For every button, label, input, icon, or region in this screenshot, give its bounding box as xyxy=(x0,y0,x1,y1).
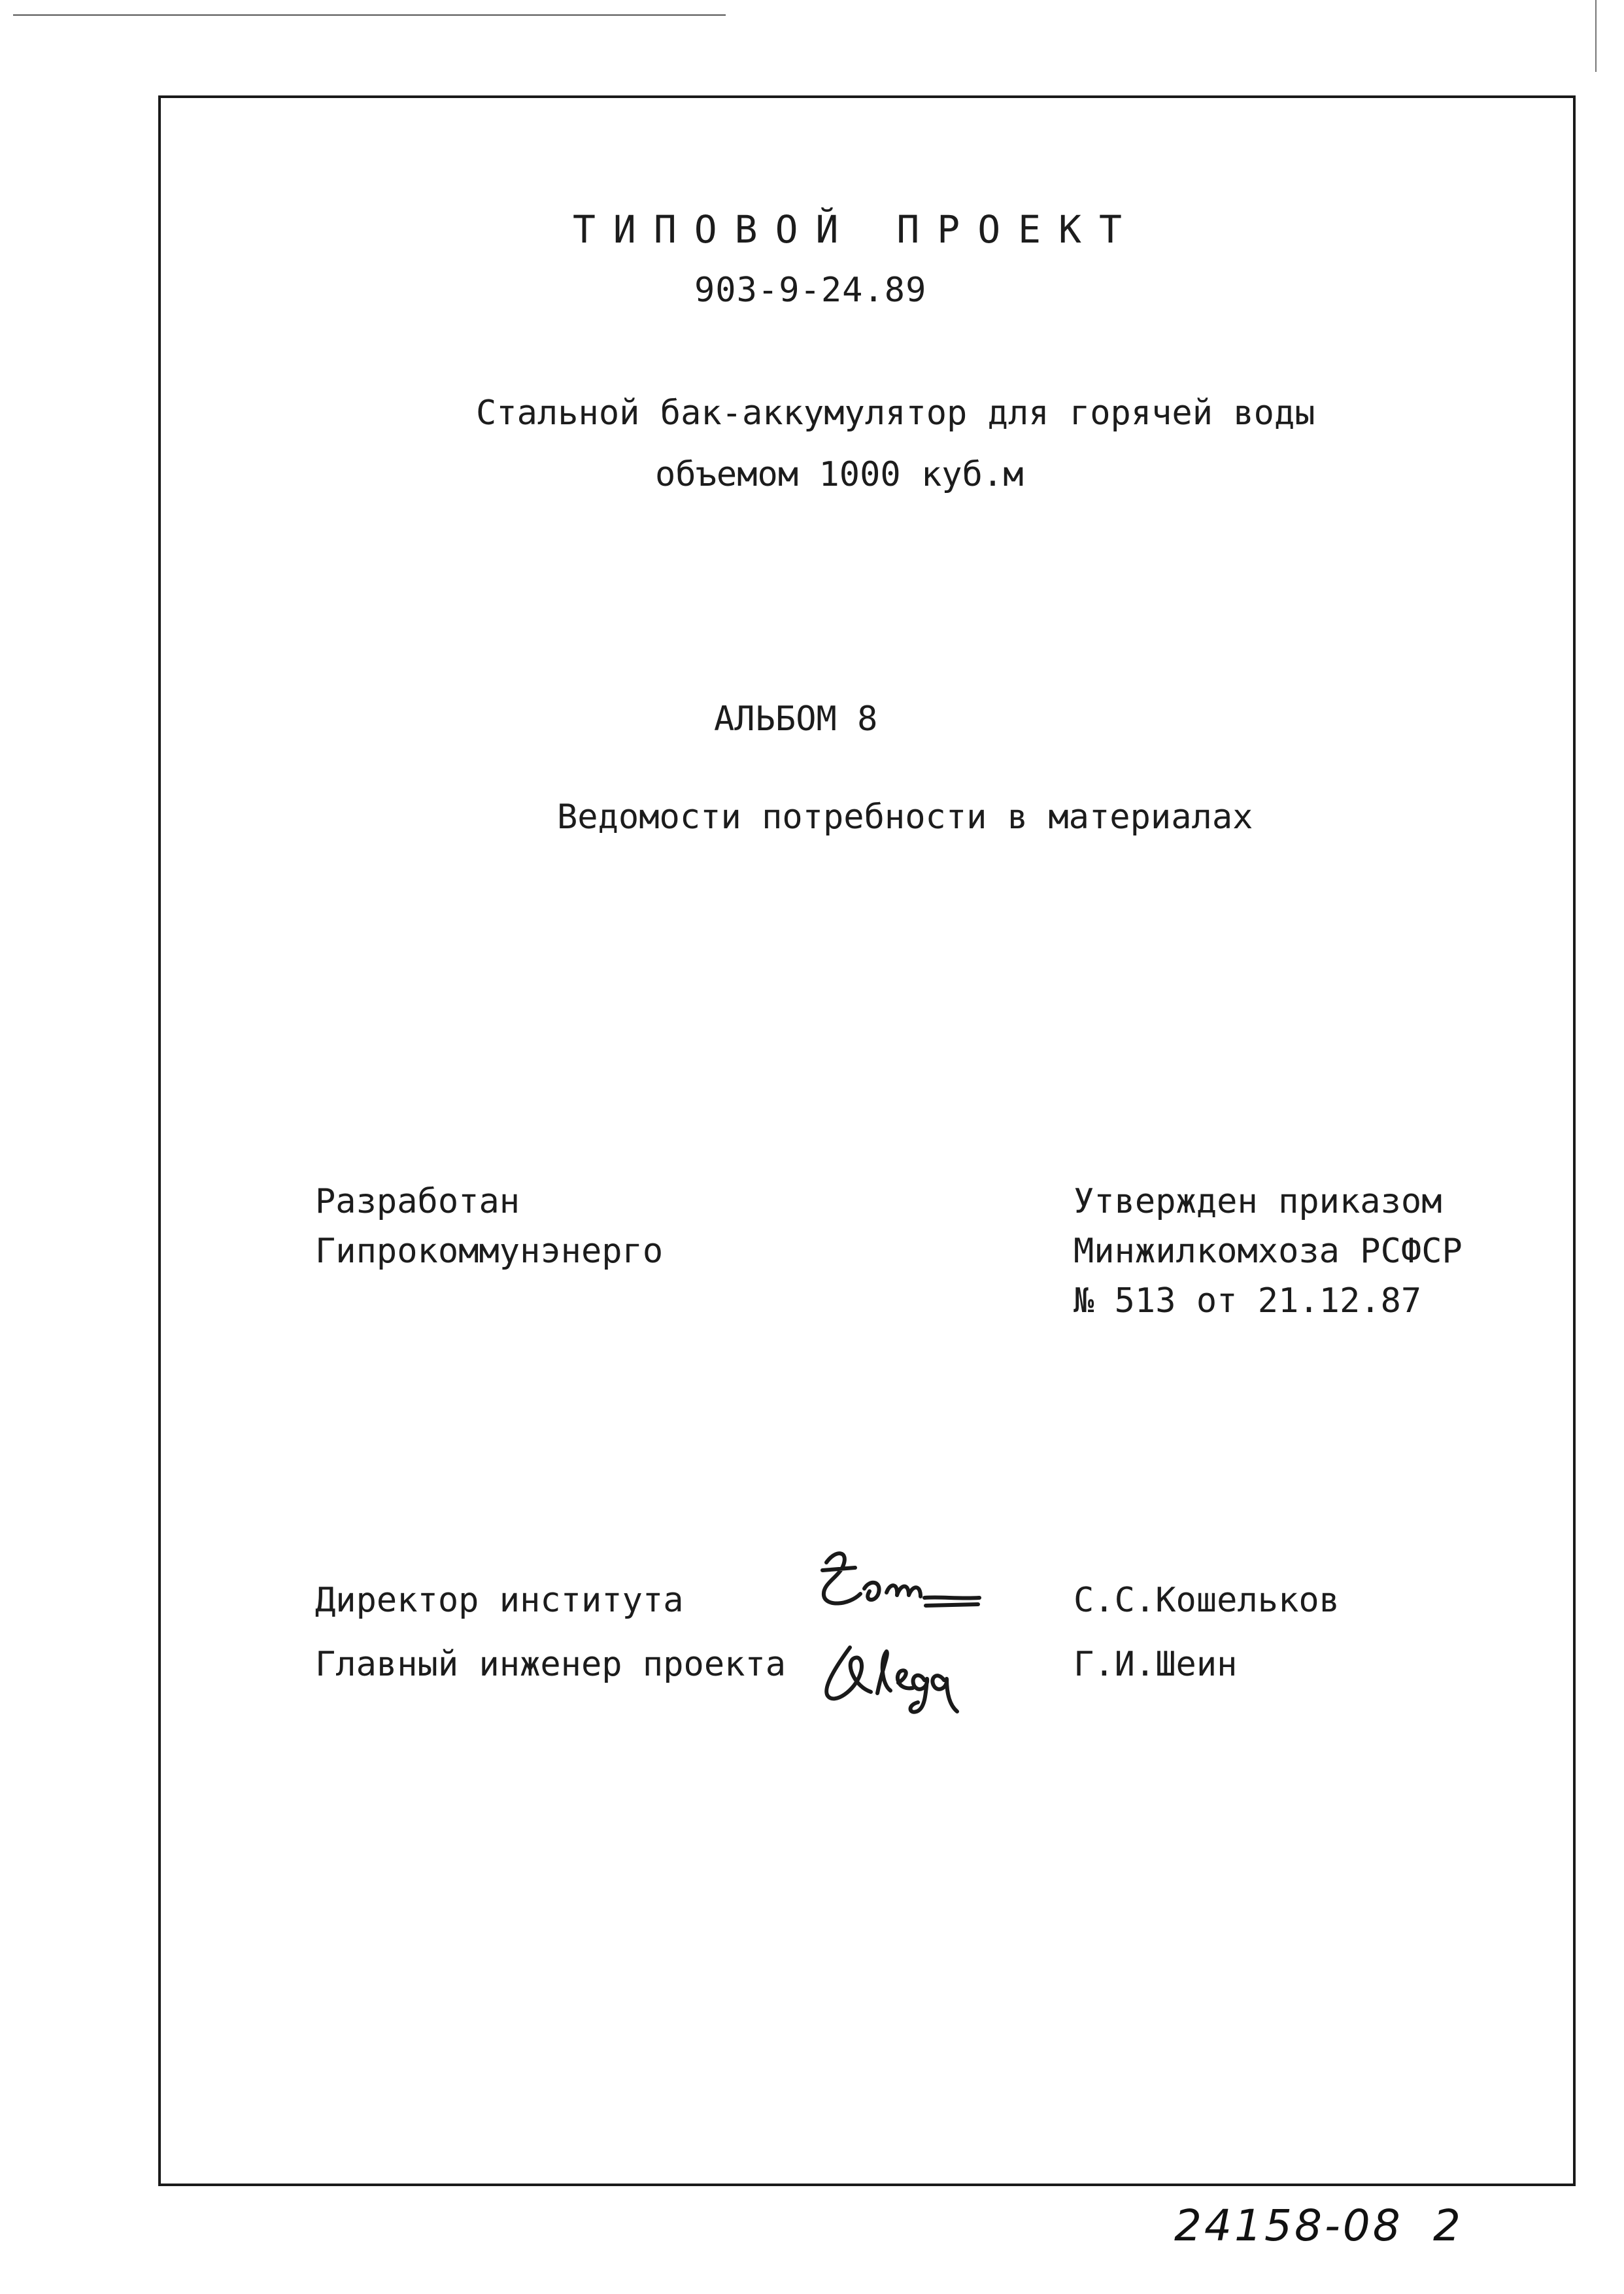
project-code: 903-9-24.89 xyxy=(694,271,927,310)
album-subject: Ведомости потребности в материалах xyxy=(557,798,1253,837)
developer-org: Гипрокоммунэнерго xyxy=(315,1232,664,1271)
approval-line1: Утвержден приказом xyxy=(1074,1182,1442,1221)
album-number: АЛЬБОМ 8 xyxy=(714,700,878,739)
signatory-role: Главный инженер проекта xyxy=(315,1645,787,1684)
inventory-number: 24158-08 xyxy=(1174,2201,1403,2251)
director-signature xyxy=(809,1543,999,1621)
signatory-name: С.С.Кошельков xyxy=(1074,1581,1340,1620)
project-name-line1: Стальной бак-аккумулятор для горячей воды xyxy=(476,394,1315,433)
signatory-name: Г.И.Шеин xyxy=(1074,1645,1238,1684)
scan-edge-line xyxy=(1595,0,1597,72)
approval-line3: № 513 от 21.12.87 xyxy=(1074,1281,1422,1321)
approval-block xyxy=(1074,1177,1463,1326)
document-type-heading: ТИПОВОЙ ПРОЕКТ xyxy=(573,207,1140,252)
sheet-number: 2 xyxy=(1433,2201,1461,2251)
developer-label: Разработан xyxy=(315,1182,520,1221)
signatory-role: Директор института xyxy=(315,1581,684,1620)
project-name-line2: объемом 1000 куб.м xyxy=(655,455,1024,494)
scan-edge-line xyxy=(13,14,726,16)
approval-line2: Минжилкомхоза РСФСР xyxy=(1074,1232,1463,1271)
chief-engineer-signature xyxy=(809,1628,999,1726)
developer-block xyxy=(315,1177,663,1276)
